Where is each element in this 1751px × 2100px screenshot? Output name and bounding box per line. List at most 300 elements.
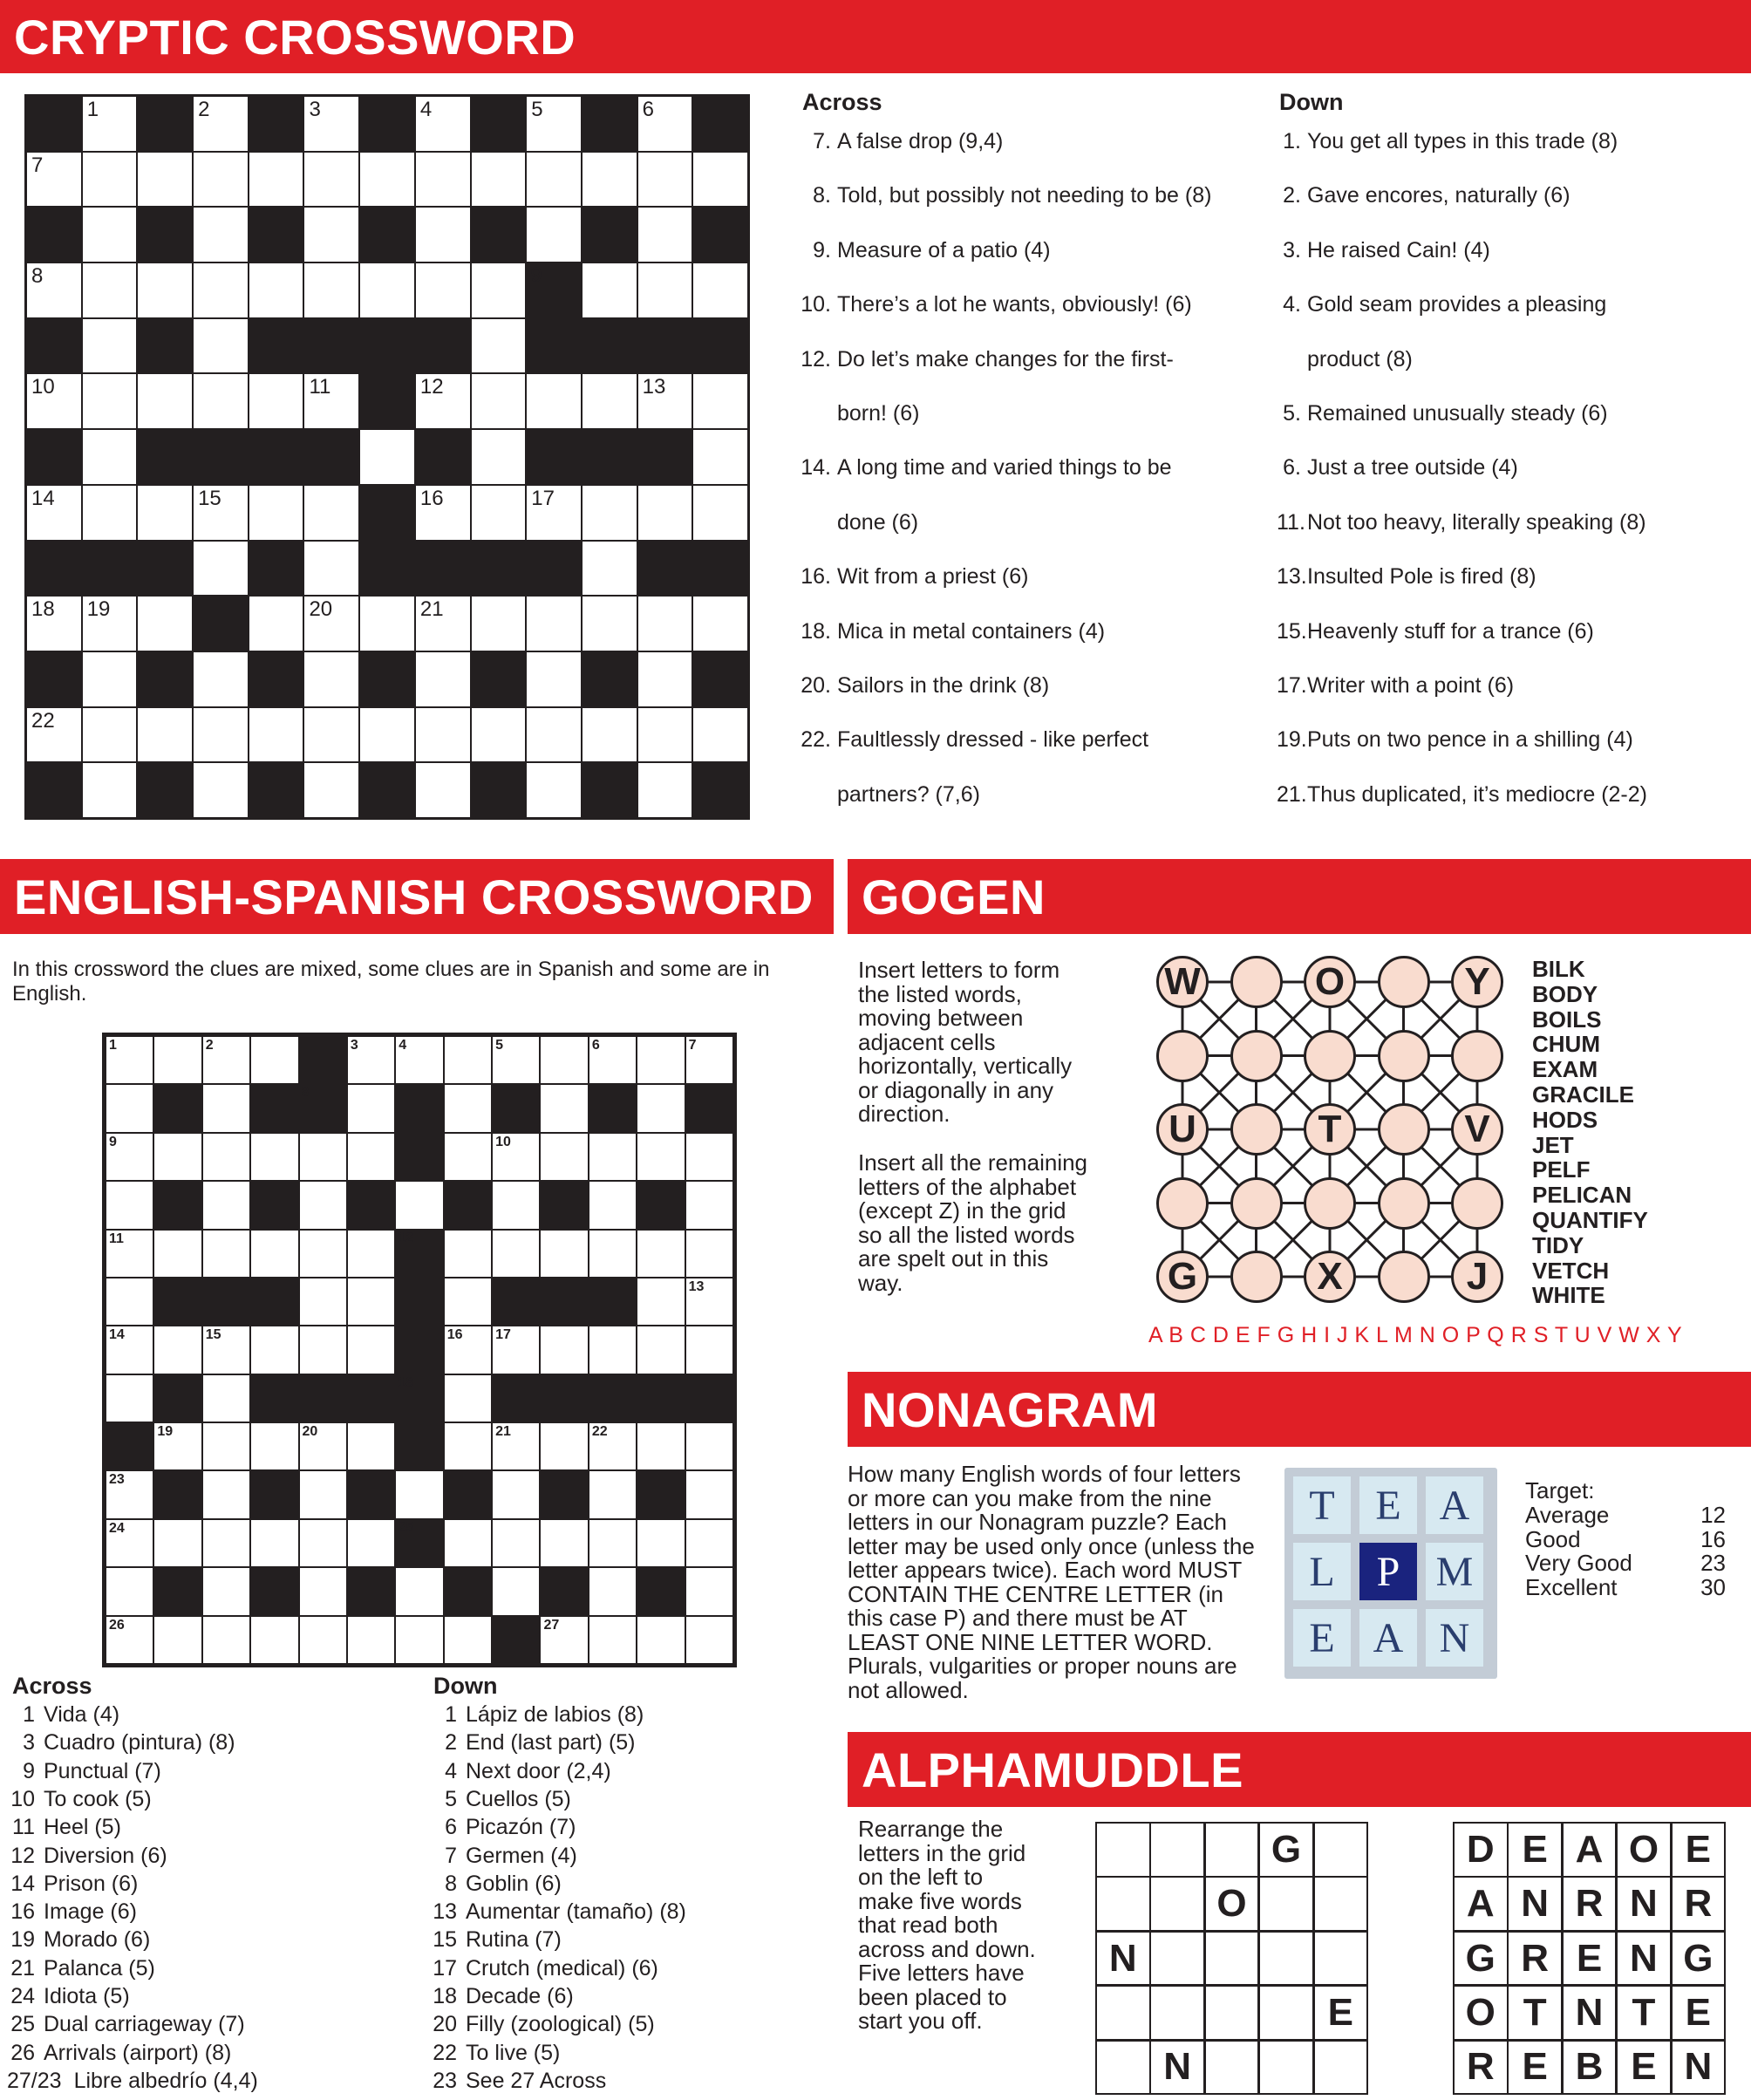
grid-cell[interactable] <box>415 707 471 763</box>
grid-cell[interactable] <box>395 1616 443 1664</box>
grid-cell[interactable] <box>685 1230 733 1278</box>
alphamuddle-empty-cell[interactable] <box>1313 1822 1369 1878</box>
grid-cell[interactable] <box>637 262 693 318</box>
grid-cell[interactable] <box>82 429 138 485</box>
grid-cell[interactable] <box>303 207 359 262</box>
grid-cell[interactable] <box>193 373 249 429</box>
grid-cell[interactable] <box>303 707 359 763</box>
grid-cell[interactable] <box>637 1036 685 1084</box>
grid-cell[interactable] <box>395 1567 443 1615</box>
grid-cell[interactable] <box>106 1374 153 1422</box>
grid-cell[interactable] <box>82 485 138 541</box>
grid-cell[interactable] <box>202 1422 250 1470</box>
grid-cell[interactable] <box>249 152 304 208</box>
grid-cell[interactable] <box>637 1133 685 1181</box>
grid-cell[interactable] <box>193 762 249 818</box>
grid-cell[interactable] <box>193 318 249 374</box>
clue-number: 12 <box>419 375 444 399</box>
grid-cell[interactable] <box>202 1567 250 1615</box>
grid-cell[interactable] <box>692 596 748 651</box>
grid-cell[interactable] <box>106 1567 153 1615</box>
grid-cell[interactable] <box>637 651 693 707</box>
grid-cell[interactable] <box>202 1181 250 1229</box>
grid-cell[interactable] <box>193 207 249 262</box>
grid-cell[interactable] <box>471 429 527 485</box>
grid-cell[interactable] <box>444 1519 492 1567</box>
grid-cell[interactable] <box>589 1133 637 1181</box>
grid-cell[interactable] <box>347 1616 395 1664</box>
grid-cell[interactable] <box>526 207 582 262</box>
grid-cell[interactable] <box>415 262 471 318</box>
grid-cell[interactable] <box>249 262 304 318</box>
grid-cell[interactable] <box>299 1181 347 1229</box>
grid-cell[interactable] <box>303 596 359 651</box>
alphamuddle-empty-cell[interactable] <box>1258 1985 1314 2041</box>
grid-cell[interactable] <box>444 1084 492 1132</box>
grid-cell[interactable] <box>250 1422 298 1470</box>
grid-cell[interactable] <box>589 1230 637 1278</box>
grid-cell[interactable] <box>250 1616 298 1664</box>
grid-cell[interactable] <box>202 1374 250 1422</box>
grid-cell[interactable] <box>540 1084 588 1132</box>
grid-cell[interactable] <box>26 485 82 541</box>
grid-cell[interactable] <box>202 1519 250 1567</box>
grid-cell[interactable] <box>582 541 637 597</box>
grid-cell[interactable] <box>444 1374 492 1422</box>
grid-cell[interactable] <box>82 318 138 374</box>
black-square <box>395 1422 443 1470</box>
grid-cell[interactable] <box>347 1278 395 1326</box>
grid-cell[interactable] <box>444 1326 492 1374</box>
grid-cell[interactable] <box>359 152 415 208</box>
grid-cell[interactable] <box>303 651 359 707</box>
grid-cell[interactable] <box>153 1422 201 1470</box>
clue-item <box>426 1815 576 1840</box>
grid-cell[interactable] <box>347 1133 395 1181</box>
grid-cell[interactable] <box>692 373 748 429</box>
grid-cell[interactable] <box>582 707 637 763</box>
gogen-empty-cell[interactable] <box>1378 1251 1430 1303</box>
grid-cell[interactable] <box>685 1567 733 1615</box>
grid-cell[interactable] <box>153 1326 201 1374</box>
grid-cell[interactable] <box>492 1133 540 1181</box>
alphamuddle-empty-cell[interactable] <box>1149 1876 1205 1932</box>
grid-cell[interactable] <box>692 262 748 318</box>
grid-cell[interactable] <box>471 707 527 763</box>
grid-cell[interactable] <box>137 485 193 541</box>
black-square <box>692 651 748 707</box>
grid-cell[interactable] <box>685 1519 733 1567</box>
grid-cell[interactable] <box>299 1230 347 1278</box>
grid-cell[interactable] <box>444 1616 492 1664</box>
grid-cell[interactable] <box>193 152 249 208</box>
grid-cell[interactable] <box>637 152 693 208</box>
grid-cell[interactable] <box>415 207 471 262</box>
grid-cell[interactable] <box>637 762 693 818</box>
black-square <box>26 429 82 485</box>
grid-cell[interactable] <box>415 96 471 152</box>
alphamuddle-letter: N <box>1095 1931 1151 1987</box>
grid-cell[interactable] <box>444 1036 492 1084</box>
grid-cell[interactable] <box>526 762 582 818</box>
grid-cell[interactable] <box>395 1036 443 1084</box>
grid-cell[interactable] <box>299 1567 347 1615</box>
grid-cell[interactable] <box>137 373 193 429</box>
grid-cell[interactable] <box>250 1036 298 1084</box>
gogen-empty-cell[interactable] <box>1304 1177 1356 1230</box>
grid-cell[interactable] <box>685 1422 733 1470</box>
clue-number: 6 <box>445 1815 457 1840</box>
grid-cell[interactable] <box>589 1616 637 1664</box>
grid-cell[interactable] <box>249 596 304 651</box>
grid-cell[interactable] <box>303 96 359 152</box>
grid-cell[interactable] <box>415 762 471 818</box>
grid-cell[interactable] <box>492 1036 540 1084</box>
clue-item <box>3 1927 150 1953</box>
black-square <box>582 96 637 152</box>
grid-cell[interactable] <box>582 373 637 429</box>
grid-cell[interactable] <box>303 152 359 208</box>
clue-text: Writer with a point (6) <box>1307 673 1515 698</box>
alphamuddle-empty-cell[interactable] <box>1095 1822 1151 1878</box>
grid-cell[interactable] <box>82 262 138 318</box>
grid-cell[interactable] <box>526 707 582 763</box>
grid-cell[interactable] <box>492 1519 540 1567</box>
grid-cell[interactable] <box>589 1036 637 1084</box>
grid-cell[interactable] <box>582 152 637 208</box>
grid-cell[interactable] <box>685 1036 733 1084</box>
grid-cell[interactable] <box>637 373 693 429</box>
grid-cell[interactable] <box>582 262 637 318</box>
grid-cell[interactable] <box>202 1470 250 1518</box>
grid-cell[interactable] <box>82 762 138 818</box>
grid-cell[interactable] <box>685 1133 733 1181</box>
grid-cell[interactable] <box>299 1326 347 1374</box>
grid-cell[interactable] <box>202 1036 250 1084</box>
grid-cell[interactable] <box>589 1567 637 1615</box>
grid-cell[interactable] <box>540 1616 588 1664</box>
nonagram-target-value: 23 <box>1700 1550 1726 1576</box>
gogen-empty-cell[interactable] <box>1230 1251 1283 1303</box>
clue-number: 3 <box>350 1038 358 1053</box>
grid-cell[interactable] <box>193 541 249 597</box>
grid-cell[interactable] <box>202 1230 250 1278</box>
grid-cell[interactable] <box>492 1230 540 1278</box>
clue-number: 15 <box>433 1927 457 1953</box>
grid-cell[interactable] <box>415 373 471 429</box>
grid-cell[interactable] <box>444 1133 492 1181</box>
alphamuddle-empty-cell[interactable] <box>1204 1985 1260 2041</box>
grid-cell[interactable] <box>395 1470 443 1518</box>
grid-cell[interactable] <box>106 1133 153 1181</box>
grid-cell[interactable] <box>299 1616 347 1664</box>
grid-cell[interactable] <box>26 152 82 208</box>
grid-cell[interactable] <box>359 596 415 651</box>
grid-cell[interactable] <box>299 1133 347 1181</box>
grid-cell[interactable] <box>526 651 582 707</box>
grid-cell[interactable] <box>492 1326 540 1374</box>
grid-cell[interactable] <box>299 1278 347 1326</box>
grid-cell[interactable] <box>26 596 82 651</box>
clue-text: Vida (4) <box>44 1702 120 1727</box>
grid-cell[interactable] <box>359 707 415 763</box>
grid-cell[interactable] <box>137 707 193 763</box>
grid-cell[interactable] <box>153 1616 201 1664</box>
alphamuddle-empty-cell[interactable] <box>1149 1931 1205 1987</box>
gogen-empty-cell[interactable] <box>1378 956 1430 1008</box>
grid-cell[interactable] <box>540 1519 588 1567</box>
grid-cell[interactable] <box>415 485 471 541</box>
gogen-empty-cell[interactable] <box>1156 1030 1209 1082</box>
gogen-empty-cell[interactable] <box>1378 1177 1430 1230</box>
grid-cell[interactable] <box>106 1326 153 1374</box>
grid-cell[interactable] <box>193 262 249 318</box>
grid-cell[interactable] <box>359 262 415 318</box>
grid-cell[interactable] <box>347 1036 395 1084</box>
black-square <box>359 318 415 374</box>
grid-cell[interactable] <box>249 373 304 429</box>
gogen-word-list <box>1532 957 1648 1308</box>
grid-cell[interactable] <box>106 1470 153 1518</box>
black-square <box>153 1084 201 1132</box>
grid-cell[interactable] <box>137 596 193 651</box>
grid-cell[interactable] <box>202 1616 250 1664</box>
grid-cell[interactable] <box>540 1133 588 1181</box>
gogen-empty-cell[interactable] <box>1156 1177 1209 1230</box>
gogen-empty-cell[interactable] <box>1230 1103 1283 1156</box>
grid-cell[interactable] <box>637 1326 685 1374</box>
nonagram-letter: N <box>1426 1609 1483 1667</box>
clue-number: 5 <box>495 1038 503 1053</box>
grid-cell[interactable] <box>582 485 637 541</box>
alphamuddle-empty-cell[interactable] <box>1204 1931 1260 1987</box>
grid-cell[interactable] <box>637 1278 685 1326</box>
grid-cell[interactable] <box>250 1230 298 1278</box>
grid-cell[interactable] <box>685 1616 733 1664</box>
cryptic-down-heading: Down <box>1279 89 1344 115</box>
grid-cell[interactable] <box>415 651 471 707</box>
grid-cell[interactable] <box>250 1519 298 1567</box>
grid-cell[interactable] <box>526 96 582 152</box>
grid-cell[interactable] <box>685 1470 733 1518</box>
grid-cell[interactable] <box>26 707 82 763</box>
grid-cell[interactable] <box>637 707 693 763</box>
grid-cell[interactable] <box>637 1084 685 1132</box>
grid-cell[interactable] <box>359 429 415 485</box>
grid-cell[interactable] <box>692 429 748 485</box>
grid-cell[interactable] <box>303 373 359 429</box>
grid-cell[interactable] <box>250 1133 298 1181</box>
alphamuddle-empty-cell[interactable] <box>1095 1985 1151 2041</box>
grid-cell[interactable] <box>444 1278 492 1326</box>
grid-cell[interactable] <box>526 152 582 208</box>
grid-cell[interactable] <box>589 1326 637 1374</box>
grid-cell[interactable] <box>26 373 82 429</box>
grid-cell[interactable] <box>492 1422 540 1470</box>
clue-number: 12 <box>10 1843 35 1868</box>
alphamuddle-empty-cell[interactable] <box>1313 1876 1369 1932</box>
spanish-crossword-banner <box>0 859 834 934</box>
grid-cell[interactable] <box>250 1326 298 1374</box>
clue-number: 17. <box>1277 673 1307 698</box>
alphamuddle-empty-cell[interactable] <box>1313 2040 1369 2096</box>
gogen-empty-cell[interactable] <box>1230 1177 1283 1230</box>
grid-cell[interactable] <box>492 1181 540 1229</box>
grid-cell[interactable] <box>193 707 249 763</box>
grid-cell[interactable] <box>106 1230 153 1278</box>
grid-cell[interactable] <box>299 1470 347 1518</box>
grid-cell[interactable] <box>637 1616 685 1664</box>
grid-cell[interactable] <box>471 373 527 429</box>
alphamuddle-empty-cell[interactable] <box>1313 1931 1369 1987</box>
grid-cell[interactable] <box>471 318 527 374</box>
grid-cell[interactable] <box>589 1470 637 1518</box>
grid-cell[interactable] <box>526 373 582 429</box>
clue-number: 7 <box>31 153 44 177</box>
grid-cell[interactable] <box>347 1422 395 1470</box>
grid-cell[interactable] <box>193 651 249 707</box>
grid-cell[interactable] <box>202 1133 250 1181</box>
grid-cell[interactable] <box>106 1519 153 1567</box>
grid-cell[interactable] <box>299 1519 347 1567</box>
alphamuddle-empty-cell[interactable] <box>1258 1931 1314 1987</box>
grid-cell[interactable] <box>637 1519 685 1567</box>
grid-cell[interactable] <box>137 152 193 208</box>
gogen-empty-cell[interactable] <box>1230 956 1283 1008</box>
grid-cell[interactable] <box>589 1181 637 1229</box>
black-square <box>26 318 82 374</box>
grid-cell[interactable] <box>153 1230 201 1278</box>
grid-cell[interactable] <box>82 373 138 429</box>
alphamuddle-empty-cell[interactable] <box>1149 1985 1205 2041</box>
gogen-empty-cell[interactable] <box>1304 1030 1356 1082</box>
clue-number: 10 <box>31 375 55 399</box>
grid-cell[interactable] <box>685 1278 733 1326</box>
grid-cell[interactable] <box>82 207 138 262</box>
black-square <box>299 1084 347 1132</box>
grid-cell[interactable] <box>471 596 527 651</box>
grid-cell[interactable] <box>202 1326 250 1374</box>
clue-text: See 27 Across <box>466 2068 607 2093</box>
grid-cell[interactable] <box>82 96 138 152</box>
grid-cell[interactable] <box>637 596 693 651</box>
grid-cell[interactable] <box>82 707 138 763</box>
black-square <box>637 1374 685 1422</box>
grid-cell[interactable] <box>637 96 693 152</box>
grid-cell[interactable] <box>82 651 138 707</box>
grid-cell[interactable] <box>249 485 304 541</box>
clue-continuation: done (6) <box>837 509 919 535</box>
grid-cell[interactable] <box>347 1326 395 1374</box>
grid-cell[interactable] <box>415 596 471 651</box>
grid-cell[interactable] <box>415 152 471 208</box>
grid-cell[interactable] <box>637 1230 685 1278</box>
grid-cell[interactable] <box>692 485 748 541</box>
grid-cell[interactable] <box>193 96 249 152</box>
grid-cell[interactable] <box>249 707 304 763</box>
grid-cell[interactable] <box>685 1181 733 1229</box>
grid-cell[interactable] <box>471 485 527 541</box>
grid-cell[interactable] <box>526 485 582 541</box>
grid-cell[interactable] <box>540 1326 588 1374</box>
grid-cell[interactable] <box>582 596 637 651</box>
grid-cell[interactable] <box>106 1616 153 1664</box>
grid-cell[interactable] <box>685 1326 733 1374</box>
alphamuddle-empty-cell[interactable] <box>1258 1876 1314 1932</box>
grid-cell[interactable] <box>153 1133 201 1181</box>
alphamuddle-empty-cell[interactable] <box>1095 2040 1151 2096</box>
alphamuddle-empty-cell[interactable] <box>1095 1876 1151 1932</box>
gogen-empty-cell[interactable] <box>1378 1030 1430 1082</box>
grid-cell[interactable] <box>492 1567 540 1615</box>
grid-cell[interactable] <box>444 1230 492 1278</box>
grid-cell[interactable] <box>153 1036 201 1084</box>
grid-cell[interactable] <box>589 1519 637 1567</box>
grid-cell[interactable] <box>106 1036 153 1084</box>
grid-cell[interactable] <box>471 262 527 318</box>
grid-cell[interactable] <box>540 1230 588 1278</box>
grid-cell[interactable] <box>637 207 693 262</box>
gogen-empty-cell[interactable] <box>1451 1030 1503 1082</box>
alphamuddle-empty-cell[interactable] <box>1258 2040 1314 2096</box>
clue-number: 4 <box>419 98 433 121</box>
grid-cell[interactable] <box>153 1519 201 1567</box>
grid-cell[interactable] <box>303 485 359 541</box>
grid-cell[interactable] <box>26 262 82 318</box>
grid-cell[interactable] <box>347 1519 395 1567</box>
grid-cell[interactable] <box>444 1422 492 1470</box>
nonagram-target-label: Very Good <box>1525 1550 1632 1576</box>
grid-cell[interactable] <box>299 1422 347 1470</box>
grid-cell[interactable] <box>303 541 359 597</box>
grid-cell[interactable] <box>492 1470 540 1518</box>
clue-item <box>426 1984 574 2009</box>
grid-cell[interactable] <box>106 1278 153 1326</box>
grid-cell[interactable] <box>347 1084 395 1132</box>
alphamuddle-empty-cell[interactable] <box>1204 1822 1260 1878</box>
grid-cell[interactable] <box>202 1084 250 1132</box>
grid-cell[interactable] <box>193 485 249 541</box>
grid-cell[interactable] <box>395 1181 443 1229</box>
grid-cell[interactable] <box>692 152 748 208</box>
grid-cell[interactable] <box>137 262 193 318</box>
grid-cell[interactable] <box>471 152 527 208</box>
clue-text: Sailors in the drink (8) <box>837 673 1050 698</box>
grid-cell[interactable] <box>303 762 359 818</box>
grid-cell[interactable] <box>692 707 748 763</box>
grid-cell[interactable] <box>82 152 138 208</box>
alphamuddle-empty-cell[interactable] <box>1204 2040 1260 2096</box>
grid-cell[interactable] <box>82 596 138 651</box>
grid-cell[interactable] <box>540 1422 588 1470</box>
grid-cell[interactable] <box>303 262 359 318</box>
grid-cell[interactable] <box>637 485 693 541</box>
clue-number: 22 <box>31 708 55 733</box>
clue-number: 14 <box>31 486 55 510</box>
gogen-empty-cell[interactable] <box>1230 1030 1283 1082</box>
grid-cell[interactable] <box>106 1084 153 1132</box>
grid-cell[interactable] <box>106 1181 153 1229</box>
gogen-empty-cell[interactable] <box>1451 1177 1503 1230</box>
grid-cell[interactable] <box>540 1036 588 1084</box>
gogen-empty-cell[interactable] <box>1378 1103 1430 1156</box>
grid-cell[interactable] <box>589 1422 637 1470</box>
grid-cell[interactable] <box>637 1422 685 1470</box>
clue-text: Diversion (6) <box>44 1843 167 1868</box>
grid-cell[interactable] <box>347 1230 395 1278</box>
grid-cell[interactable] <box>526 596 582 651</box>
alphamuddle-empty-cell[interactable] <box>1149 1822 1205 1878</box>
